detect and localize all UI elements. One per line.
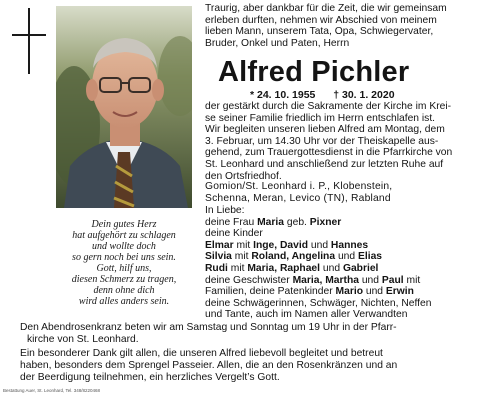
- cross-icon: [28, 8, 30, 74]
- relatives-line: deine Schwägerinnen, Schwäger, Nichten, Neffen: [205, 297, 432, 309]
- intro-line: Traurig, aber dankbar für die Zeit, die wir gemeinsam: [205, 3, 447, 14]
- rosary-line: kirche von St. Leonhard.: [27, 333, 139, 345]
- thanks-line: haben, besonders dem Sprengel Passeier. Allen, die an den Rosenkränzen und an: [20, 359, 398, 371]
- death-date: † 30. 1. 2020: [333, 89, 395, 101]
- rosary-line: Den Abendrosenkranz beten wir am Samstag und Sonntag um 19 Uhr in der Pfarr-: [20, 322, 397, 333]
- child-line: Silvia mit Roland, Angelina und Elias: [205, 251, 383, 263]
- places-line: Schenna, Meran, Levico (TN), Rabland: [205, 192, 391, 204]
- portrait-photo: [56, 6, 192, 208]
- body-line: Wir begleiten unseren lieben Alfred am Montag, dem: [205, 124, 445, 136]
- intro-line: erleben durften, nehmen wir Abschied von meinem: [205, 14, 437, 26]
- intro-line: Bruder, Onkel und Paten, Herrn: [205, 37, 350, 49]
- thanks-line: Ein besonderer Dank gilt allen, die unseren Alfred liebevoll begleitet und betreut: [20, 348, 383, 359]
- places-line: Gomion/St. Leonhard i. P., Klobenstein,: [205, 181, 393, 192]
- poem-line: diesen Schmerz zu tragen,: [71, 274, 177, 285]
- children-heading: deine Kinder: [205, 228, 263, 240]
- poem-line: und wollte doch: [92, 241, 156, 252]
- mourners-heading: In Liebe:: [205, 205, 245, 216]
- poem-line: denn ohne dich: [93, 285, 155, 296]
- poem-line: Gott, hilf uns,: [96, 263, 152, 274]
- places: [205, 181, 481, 204]
- poem-line: so gern noch bei uns sein.: [72, 252, 176, 263]
- deceased-name: Alfred Pichler: [218, 56, 410, 88]
- child-line: Rudi mit Maria, Raphael und Gabriel: [205, 262, 379, 274]
- child-line: Elmar mit Inge, David und Hannes: [205, 239, 369, 251]
- intro-line: lieben Mann, unserem Tata, Opa, Schwiegervater,: [205, 26, 434, 38]
- siblings-line: deine Geschwister Maria, Martha und Paul mit: [205, 274, 421, 286]
- thanks-line: der Beerdigung teilnehmen, ein herzliches Vergelt’s Gott.: [20, 371, 280, 383]
- godchildren-line: Familien, deine Patenkinder Mario und Erwin: [205, 286, 414, 298]
- intro-text: [205, 3, 481, 49]
- rosary-notice: [20, 322, 484, 346]
- body-line: 3. Februar, um 14.30 Uhr vor der Theiskapelle aus-: [205, 135, 439, 147]
- wife-line: deine Frau Maria geb. Pixner: [205, 216, 342, 228]
- thanks-notice: [20, 348, 484, 383]
- body-line: den Ortsfriedhof.: [205, 170, 282, 182]
- mourners-list: [205, 205, 481, 321]
- body-line: der gestärkt durch die Sakramente der Kirche im Krei-: [205, 101, 452, 112]
- poem-line: hat aufgehört zu schlagen: [72, 230, 176, 241]
- cross-icon-bar: [12, 34, 46, 36]
- relatives-line: und Tante, auch im Namen aller Verwandten: [205, 309, 408, 321]
- body-line: St. Leonhard und anschließend zur letzten Ruhe auf: [205, 158, 444, 170]
- memorial-poem: [42, 219, 206, 307]
- birth-date: * 24. 10. 1955: [250, 89, 316, 101]
- life-dates: [250, 89, 395, 101]
- undertaker-footer: Bestattung Auer, St. Leonhard, Tel. 348/8220468: [3, 388, 100, 393]
- poem-line: Dein gutes Herz: [91, 219, 157, 230]
- funeral-details: [205, 101, 481, 182]
- body-line: se seiner Familie friedlich im Herrn entschlafen ist.: [205, 112, 436, 124]
- poem-line: wird alles anders sein.: [78, 296, 170, 307]
- body-line: gehend, zum Trauergottesdienst in die Pfarrkirche von: [205, 147, 453, 159]
